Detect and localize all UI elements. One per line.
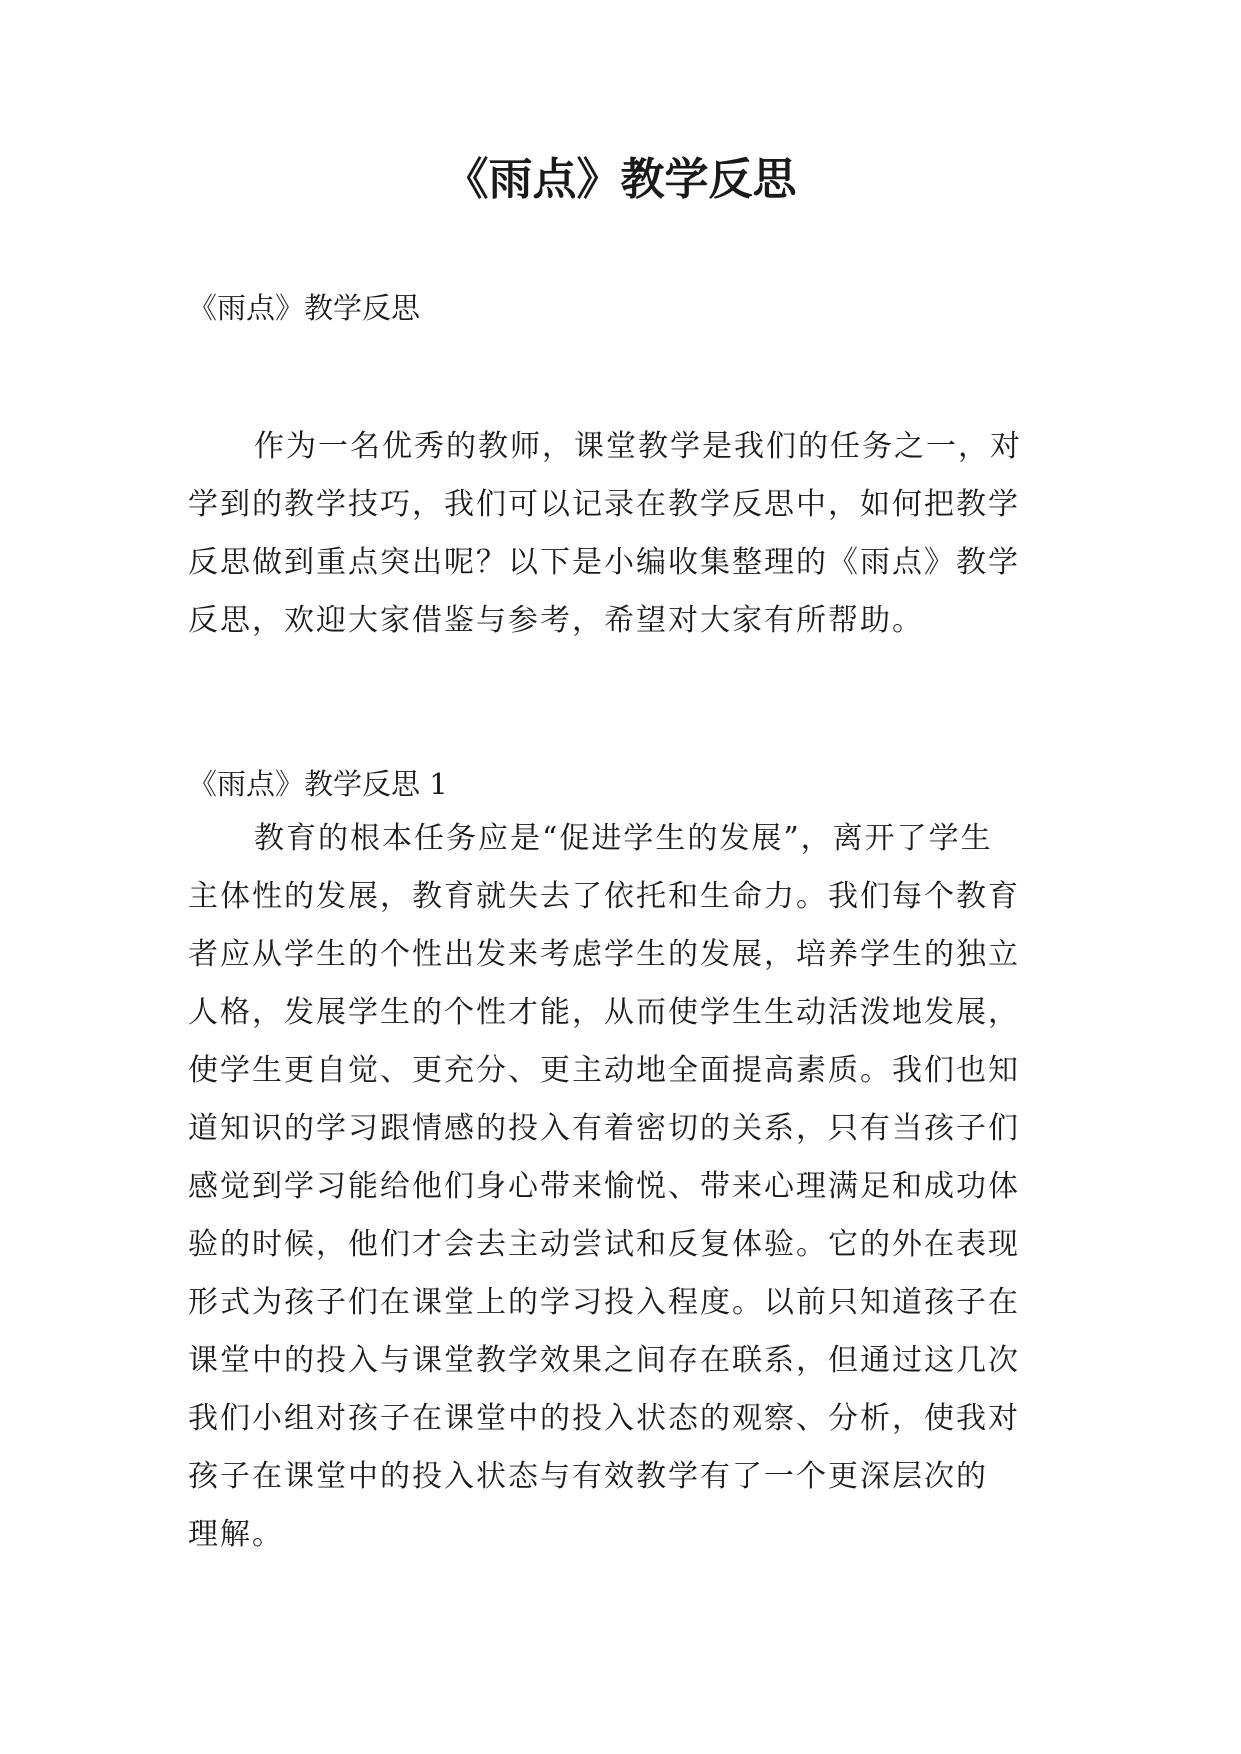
- section-1-line: 使学生更自觉、更充分、更主动地全面提高素质。我们也知: [188, 1053, 1020, 1088]
- section-1-line: 孩子在课堂中的投入状态与有效教学有了一个更深层次的: [188, 1459, 988, 1494]
- section-1-line: 课堂中的投入与课堂教学效果之间存在联系，但通过这几次: [188, 1343, 1020, 1378]
- section-1-line: 者应从学生的个性出发来考虑学生的发展，培养学生的独立: [188, 937, 1020, 972]
- section-1-paragraph: [188, 810, 1068, 1564]
- intro-line: 作为一名优秀的教师，课堂教学是我们的任务之一，对: [254, 429, 1022, 464]
- section-1-line: 我们小组对孩子在课堂中的投入状态的观察、分析，使我对: [188, 1401, 1020, 1436]
- document-title: 《雨点》教学反思: [444, 154, 797, 205]
- intro-line: 学到的教学技巧，我们可以记录在教学反思中，如何把教学: [188, 487, 1020, 522]
- document-subtitle: 《雨点》教学反思: [188, 291, 421, 325]
- intro-paragraph: [188, 418, 1068, 650]
- section-1-line: 人格，发展学生的个性才能，从而使学生生动活泼地发展，: [188, 995, 1020, 1030]
- section-1-line: 主体性的发展，教育就失去了依托和生命力。我们每个教育: [188, 879, 1020, 914]
- section-1-line: 理解。: [188, 1517, 284, 1552]
- section-1-line: 道知识的学习跟情感的投入有着密切的关系，只有当孩子们: [188, 1111, 1020, 1146]
- section-1-line: 感觉到学习能给他们身心带来愉悦、带来心理满足和成功体: [188, 1169, 1020, 1204]
- section-1-line: 验的时候，他们才会去主动尝试和反复体验。它的外在表现: [188, 1227, 1020, 1262]
- section-1-line: 形式为孩子们在课堂上的学习投入程度。以前只知道孩子在: [188, 1285, 1020, 1320]
- intro-line: 反思做到重点突出呢？以下是小编收集整理的《雨点》教学: [188, 545, 1020, 580]
- intro-line: 反思，欢迎大家借鉴与参考，希望对大家有所帮助。: [188, 603, 924, 638]
- section-1-heading: 《雨点》教学反思 1: [188, 767, 448, 801]
- section-1-line: 教育的根本任务应是“促进学生的发展”，离开了学生: [254, 821, 993, 856]
